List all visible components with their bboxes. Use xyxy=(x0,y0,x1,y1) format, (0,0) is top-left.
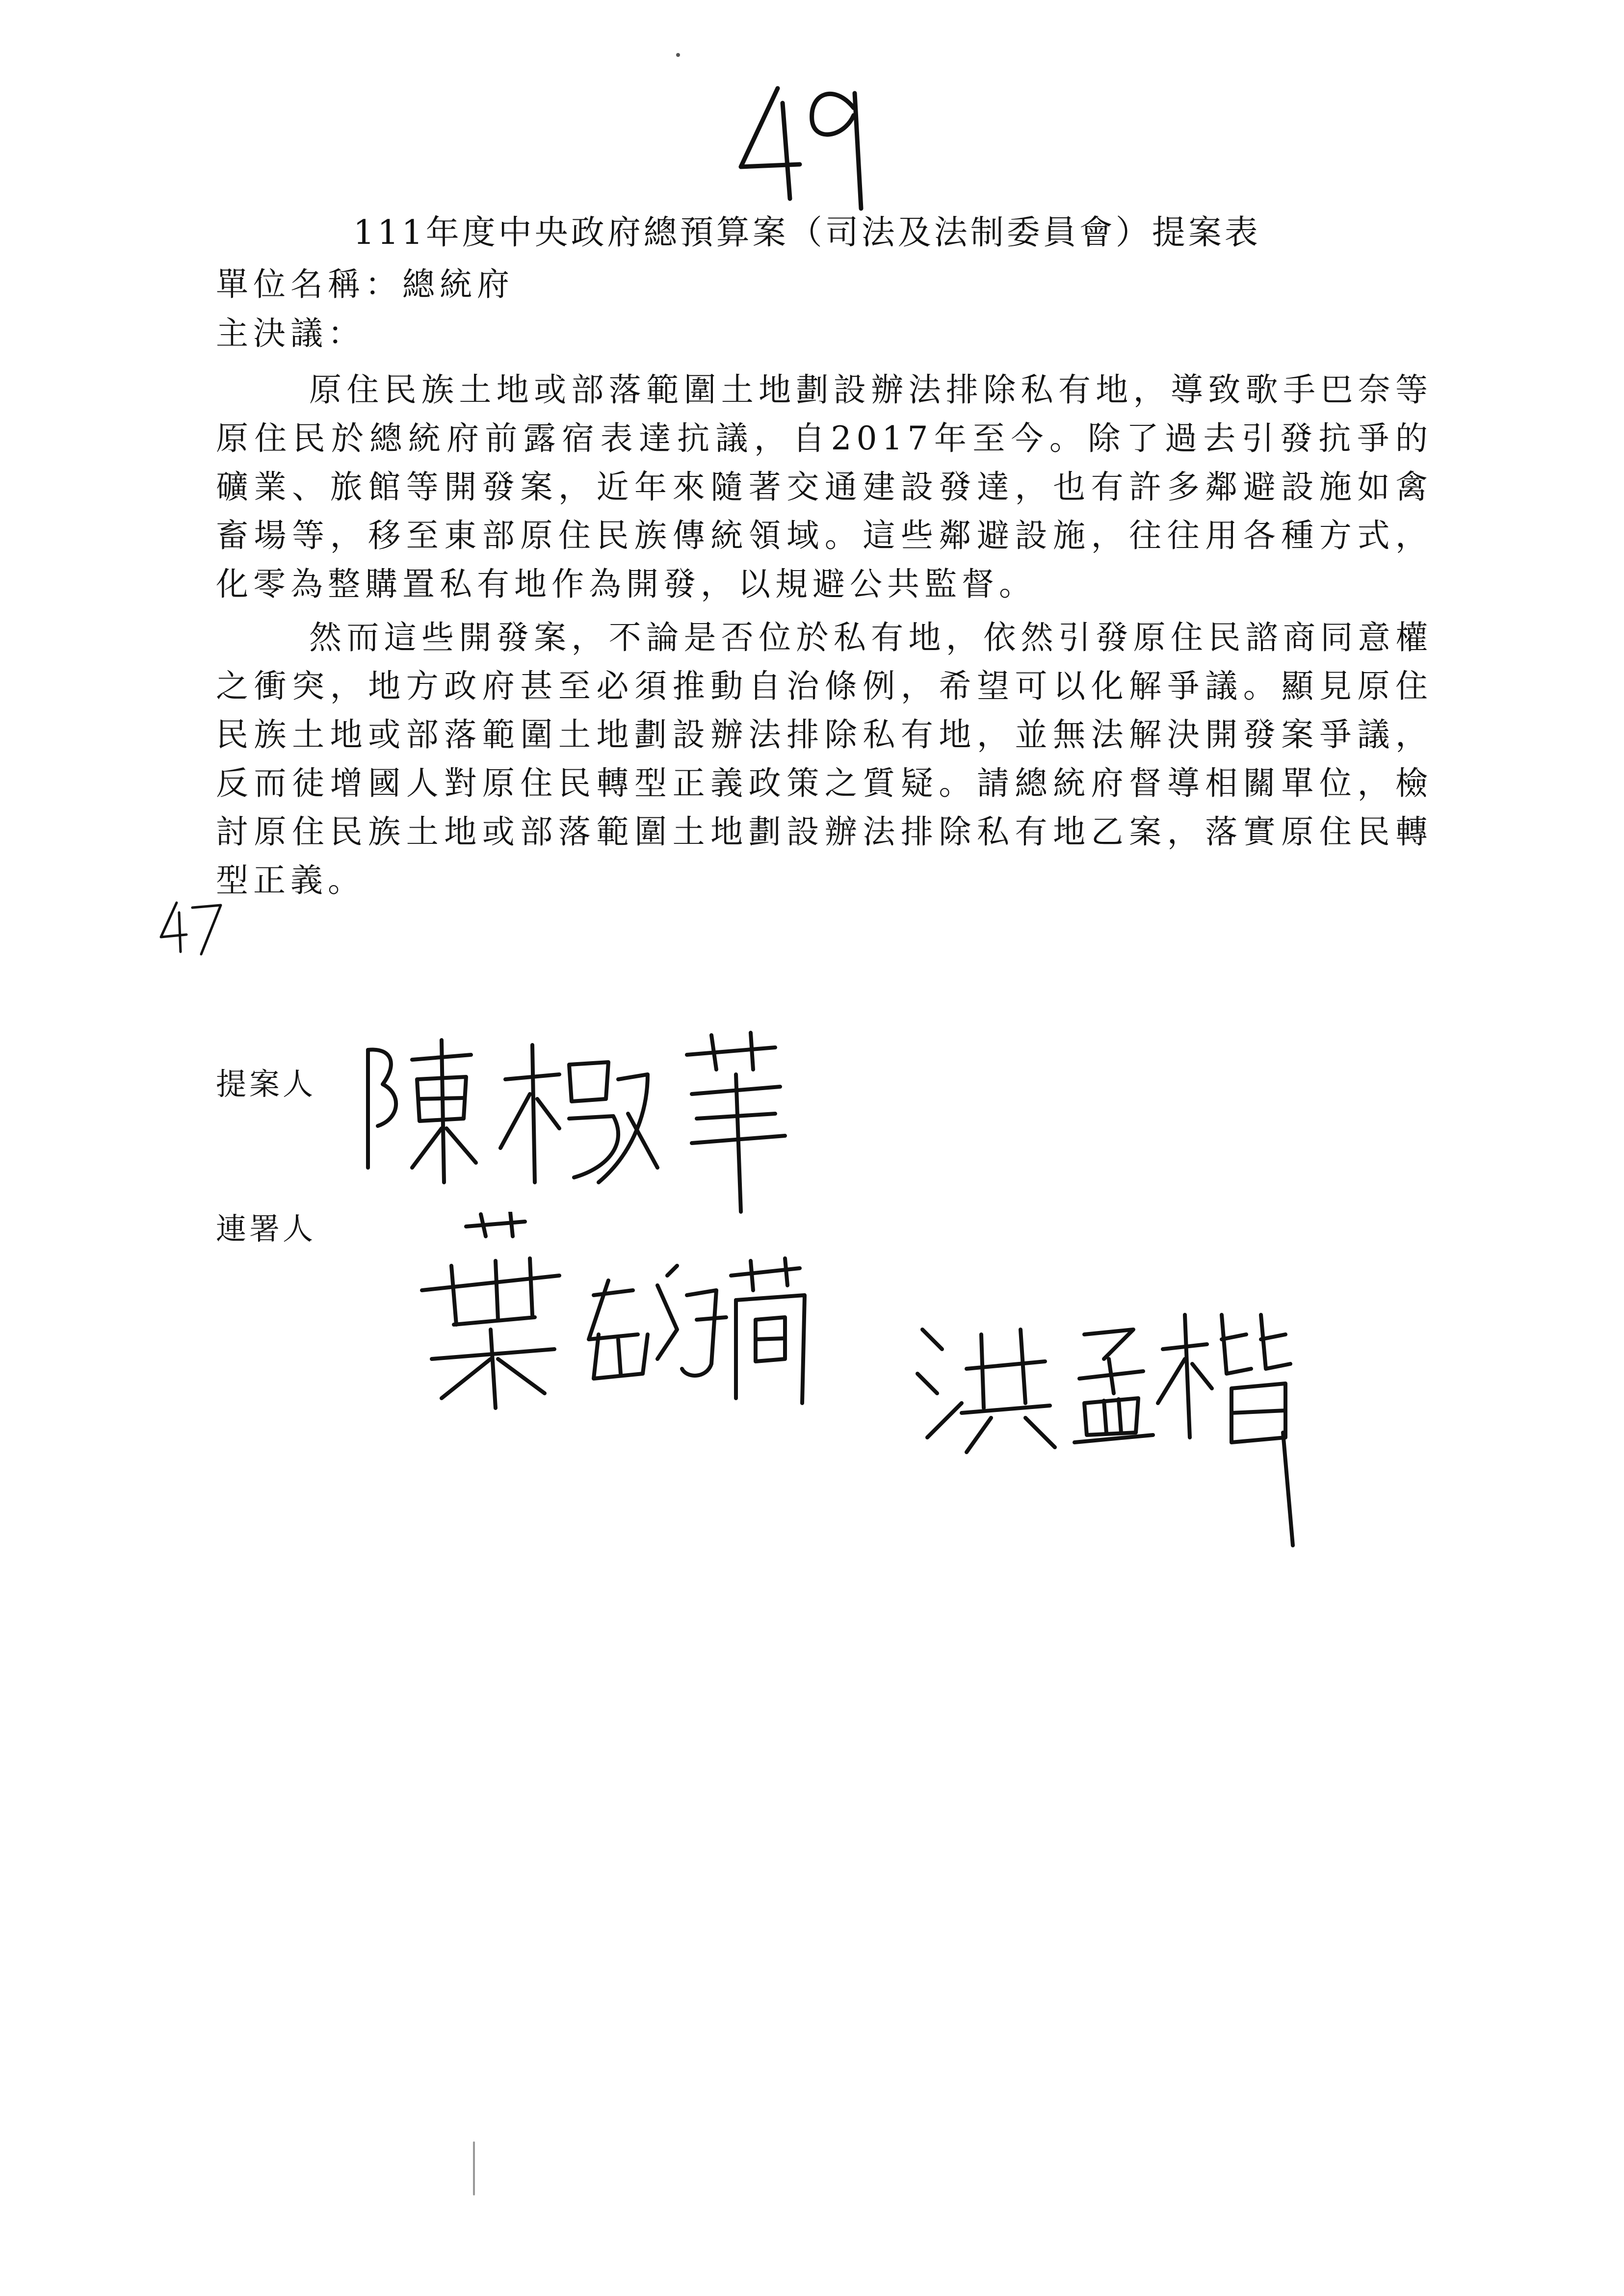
scan-speck xyxy=(473,2141,475,2195)
handwritten-page-number xyxy=(731,74,878,211)
resolution-paragraph: 然而這些開發案，不論是否位於私有地，依然引發原住民諮商同意權之衝突，地方政府甚至必須推動自治條例，希望可以化解爭議。顯見原住民族土地或部落範圍土地劃設辦法排除私有地，並無法解決開發案爭議，反而徒增國人對原住民轉型正義政策之質疑。請總統府督導相關單位，檢討原住民族土地或部落範圍土地劃設辦法排除私有地乙案，落實原住民轉型正義。 xyxy=(216,619,1433,899)
unit-name-field xyxy=(216,260,514,309)
cosigner-label: 連署人 xyxy=(216,1211,316,1247)
scan-speck xyxy=(676,53,680,57)
unit-name-value: 總統府 xyxy=(402,265,514,303)
resolution-label: 主決議： xyxy=(216,314,365,352)
proposer-label: 提案人 xyxy=(216,1066,316,1102)
document-title: 111年度中央政府總預算案（司法及法制委員會）提案表 xyxy=(353,213,1261,252)
unit-name-label: 單位名稱： xyxy=(216,265,402,303)
proposer-signature xyxy=(353,1020,795,1217)
cosigner-signature xyxy=(908,1276,1300,1550)
resolution-paragraph: 原住民族土地或部落範圍土地劃設辦法排除私有地，導致歌手巴奈等原住民於總統府前露宿表達抗議，自2017年至今。除了過去引發抗爭的礦業、旅館等開發案，近年來隨著交通建設發達，也有許多鄰避設施如禽畜場等，移至東部原住民族傳統領域。這些鄰避設施，往往用各種方式，化零為整購置私有地作為開發，以規避公共監督。 xyxy=(216,371,1433,603)
cosigner-signature xyxy=(412,1212,824,1418)
handwritten-margin-number xyxy=(157,898,226,957)
